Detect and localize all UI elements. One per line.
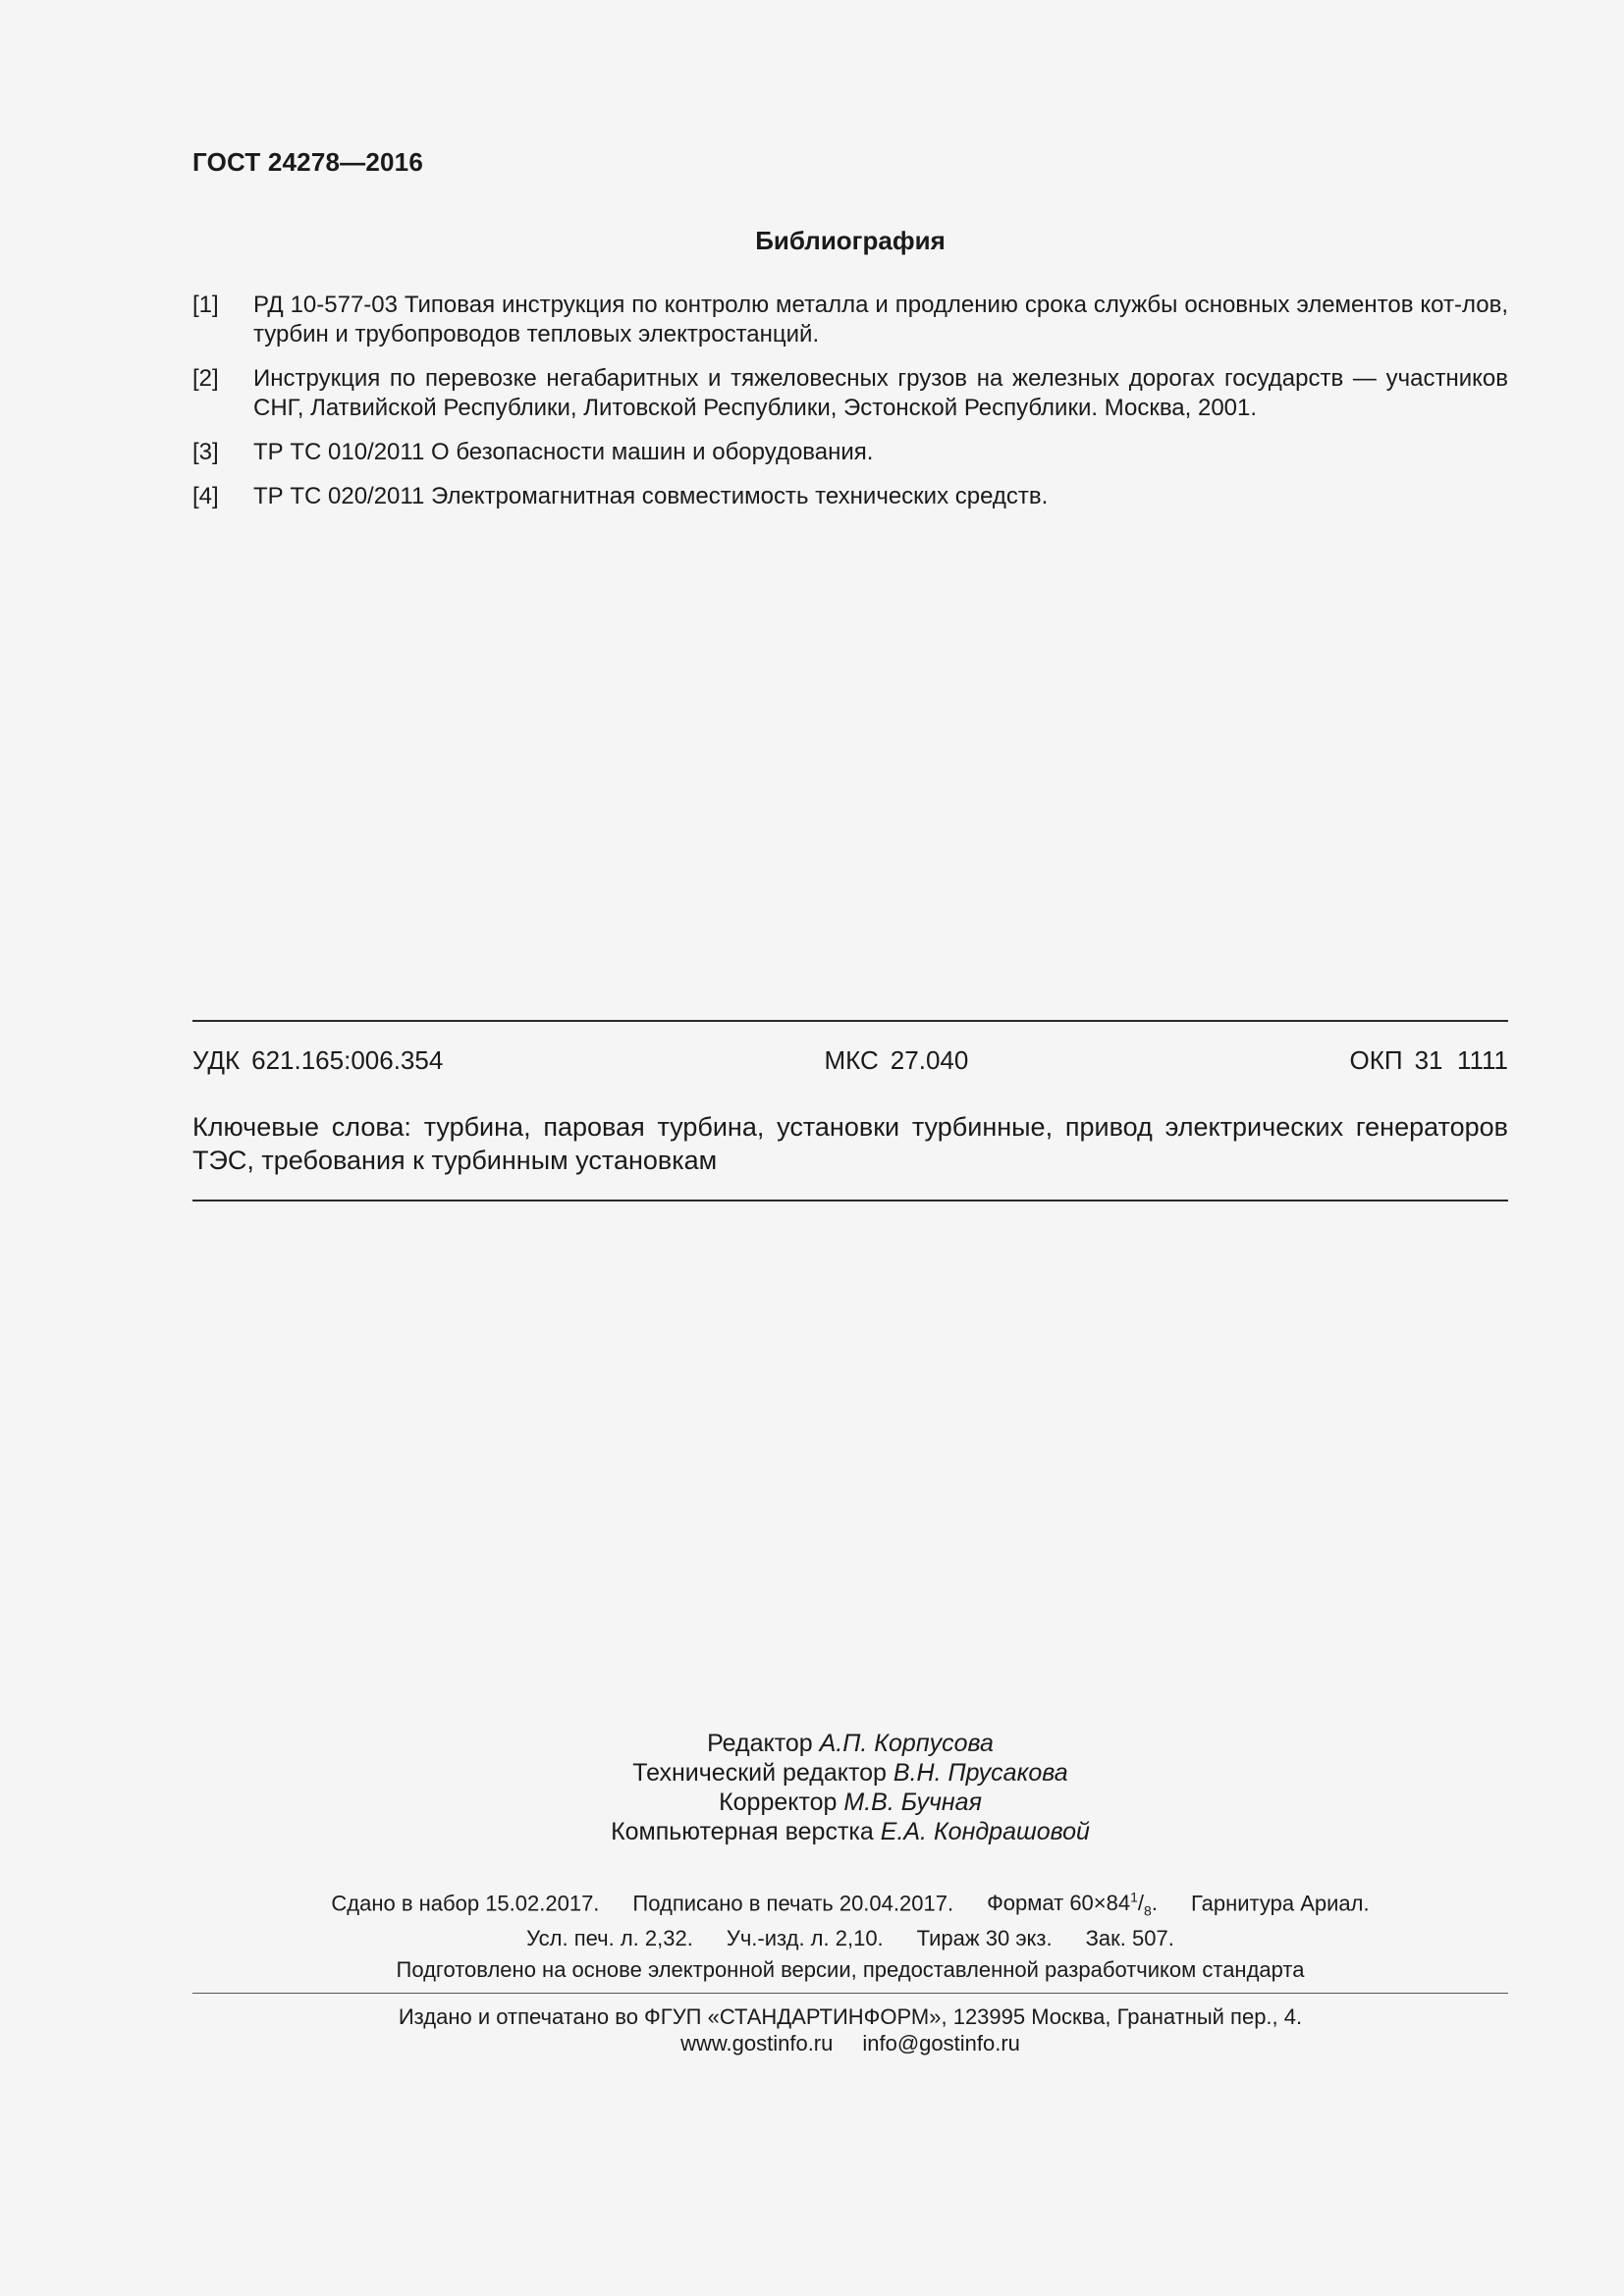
print-info-line-2 <box>192 1925 1508 1951</box>
bibliography-list <box>192 291 1508 526</box>
credit-name: Е.А. Кондрашовой <box>880 1818 1090 1845</box>
credit-line <box>192 1788 1508 1817</box>
bibliography-item <box>192 364 1508 423</box>
udk-value: 621.165:006.354 <box>251 1045 444 1075</box>
credit-name: В.Н. Прусакова <box>893 1759 1068 1787</box>
print-sheets: Усл. печ. л. 2,32. <box>526 1925 693 1950</box>
submitted-date: Сдано в набор 15.02.2017. <box>331 1891 600 1916</box>
bibliography-item-text: ТР ТС 010/2011 О безопасности машин и оборудования. <box>253 439 874 465</box>
credit-name: А.П. Корпусова <box>819 1730 994 1757</box>
mks-label: МКС <box>824 1045 879 1075</box>
credits-block <box>192 1729 1508 1846</box>
bibliography-item <box>192 482 1508 511</box>
print-info-line-1 <box>192 1885 1508 1925</box>
classification-top-divider <box>192 1020 1508 1022</box>
prepared-note: Подготовлено на основе электронной версии, предоставленной разработчиком стандарта <box>396 1957 1305 1982</box>
credit-name: М.В. Бучная <box>843 1789 982 1816</box>
bibliography-item-text: РД 10-577-03 Типовая инструкция по контролю металла и продлению срока службы основных элементов кот-лов, турбин и трубопроводов тепловых электростанций. <box>253 292 1508 347</box>
bibliography-title: Библиография <box>755 226 946 255</box>
credit-role: Технический редактор <box>632 1759 887 1787</box>
website-link[interactable]: www.gostinfo.ru <box>680 2031 834 2056</box>
bibliography-item-number: [2] <box>192 365 219 392</box>
publisher-block <box>192 2003 1508 2056</box>
credit-line <box>192 1758 1508 1788</box>
circulation: Тираж 30 экз. <box>916 1925 1053 1950</box>
bibliography-item-text: ТР ТС 020/2011 Электромагнитная совместимость технических средств. <box>253 483 1049 509</box>
credit-role: Редактор <box>707 1730 813 1757</box>
publisher-contacts <box>192 2030 1508 2056</box>
keywords: Ключевые слова: турбина, паровая турбина, установки турбинные, привод электрических генераторов ТЭС, требования к турбинным установкам <box>192 1112 1508 1175</box>
bibliography-item-text: Инструкция по перевозке негабаритных и тяжеловесных грузов на железных дорогах государств — участников СНГ, Латвийской Республики, Литовской Республики, Эстонской Республики. Москва, 2001. <box>253 365 1508 421</box>
mks-code <box>825 1045 969 1076</box>
email-link[interactable]: info@gostinfo.ru <box>862 2031 1020 2056</box>
publisher-sheets: Уч.-изд. л. 2,10. <box>726 1925 884 1950</box>
udk-code <box>192 1045 443 1076</box>
okp-value: 31 1111 <box>1414 1045 1508 1075</box>
bibliography-item-number: [3] <box>192 439 219 465</box>
credit-line <box>192 1817 1508 1846</box>
classification-bottom-divider <box>192 1200 1508 1201</box>
credit-role: Компьютерная верстка <box>611 1818 874 1845</box>
okp-label: ОКП <box>1349 1045 1403 1075</box>
document-code: ГОСТ 24278—2016 <box>192 147 423 177</box>
typeface: Гарнитура Ариал. <box>1190 1891 1370 1916</box>
bibliography-item-number: [4] <box>192 483 219 509</box>
mks-value: 27.040 <box>890 1045 969 1075</box>
publisher-divider <box>192 1993 1508 1994</box>
classification-row <box>192 1045 1508 1076</box>
paper-format: Формат $60\times 84^1/_8$. <box>987 1890 1158 1919</box>
bibliography-item <box>192 438 1508 467</box>
credit-line <box>192 1729 1508 1758</box>
udk-label: УДК <box>192 1045 241 1075</box>
okp-code <box>1350 1045 1508 1076</box>
bibliography-item-number: [1] <box>192 292 219 318</box>
bibliography-item <box>192 291 1508 349</box>
signed-date: Подписано в печать 20.04.2017. <box>632 1891 954 1916</box>
print-info <box>192 1885 1508 1951</box>
order-number: Зак. 507. <box>1085 1925 1174 1950</box>
publisher-line: Издано и отпечатано во ФГУП «СТАНДАРТИНФОРМ», 123995 Москва, Гранатный пер., 4. <box>398 2004 1303 2029</box>
credit-role: Корректор <box>719 1789 838 1816</box>
